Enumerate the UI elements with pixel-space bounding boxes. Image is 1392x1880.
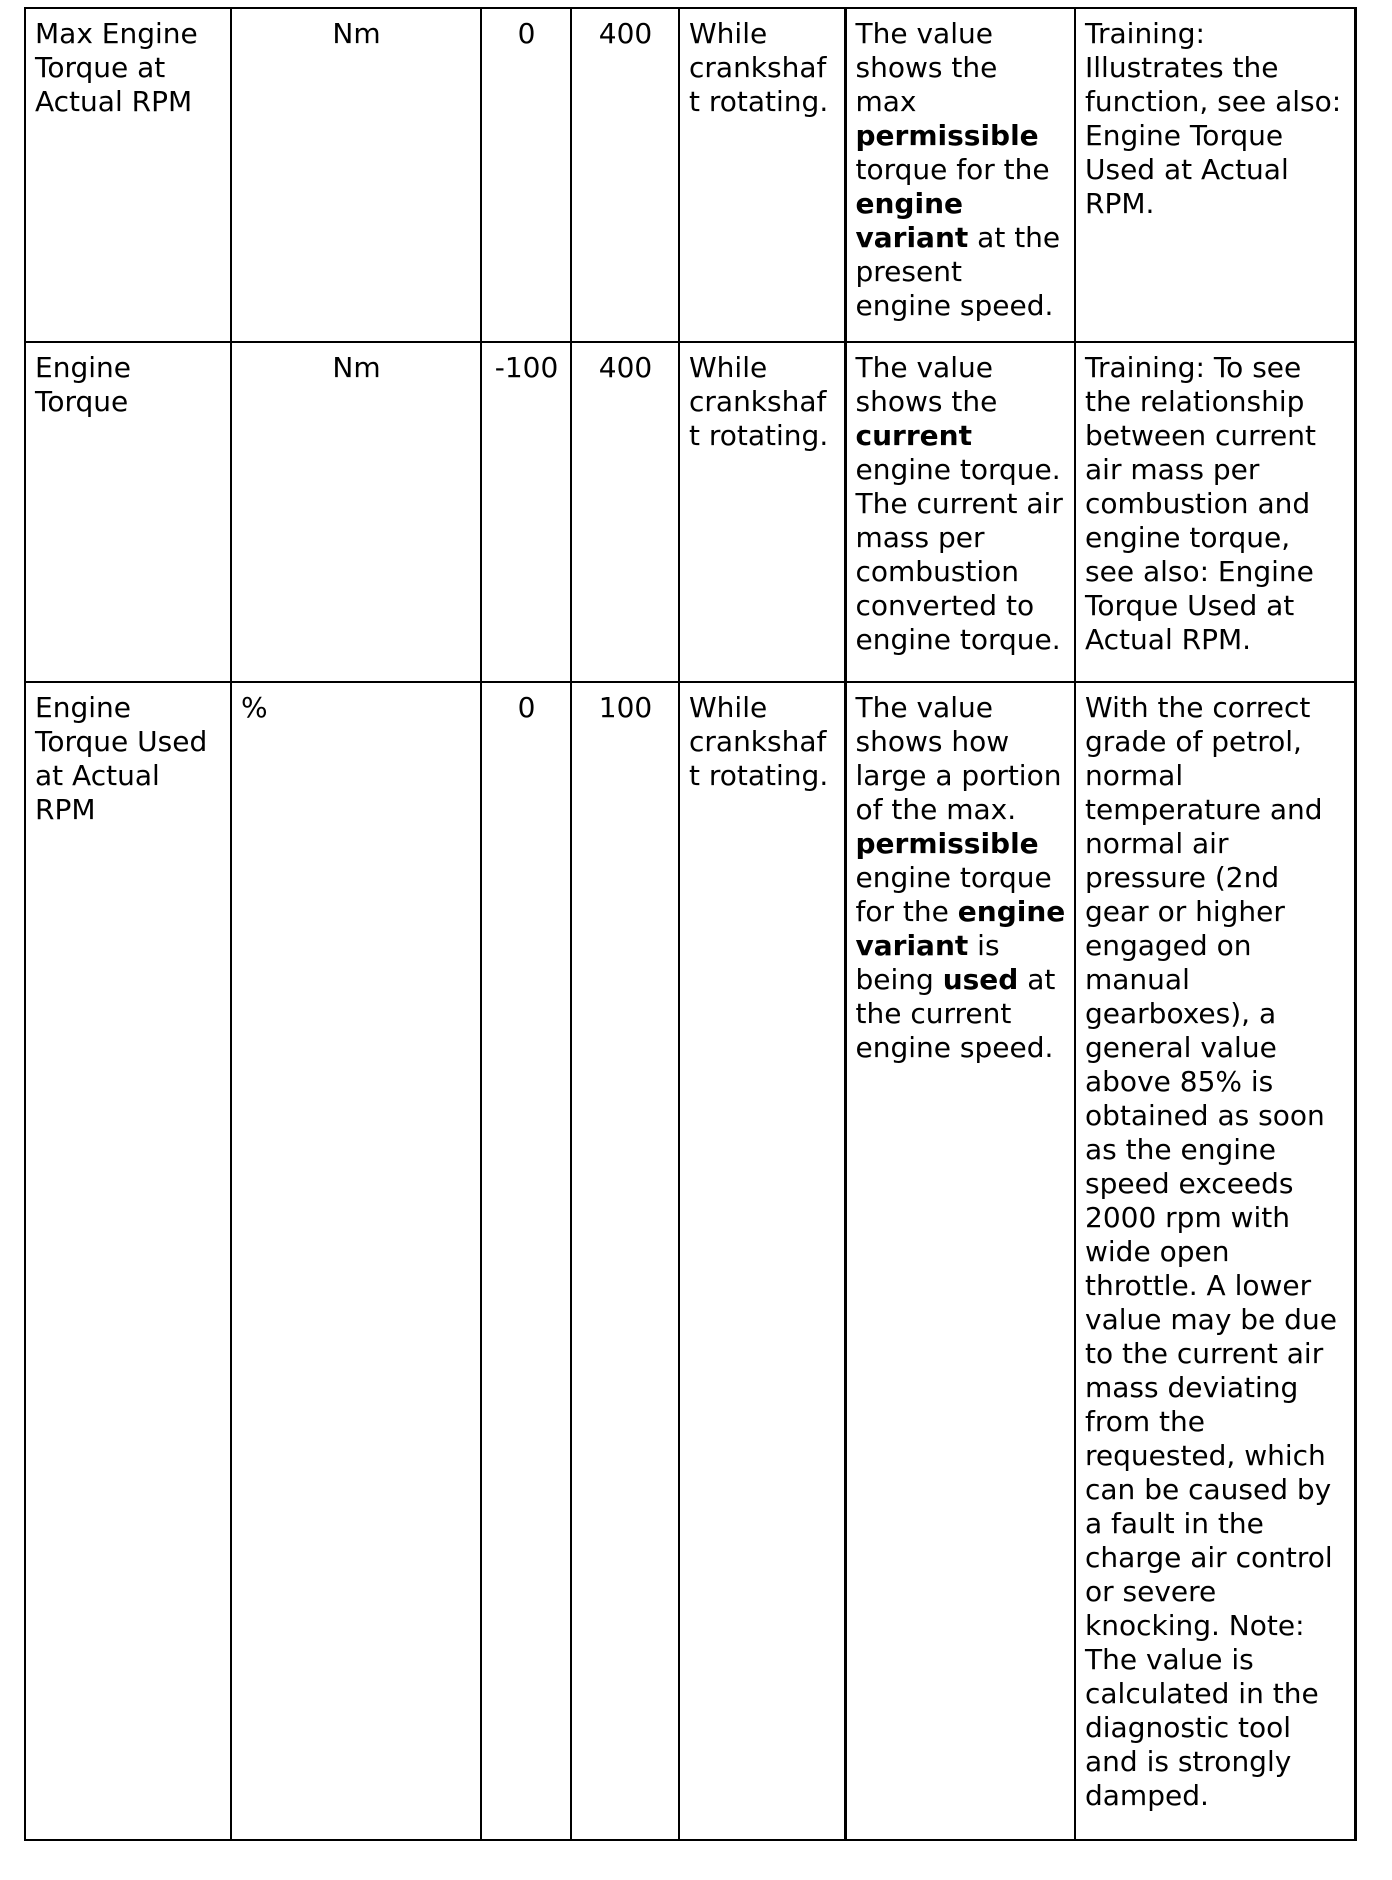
description-emphasis: permissible [855,119,1039,152]
description-text: The value shows the [855,351,998,418]
parameter-max: 100 [571,682,679,1840]
parameter-condition: While crankshaft rotating. [679,8,845,342]
parameter-min: 0 [481,682,571,1840]
table-row [25,682,1355,1840]
parameter-name: Engine Torque Used at Actual RPM [25,682,231,1840]
parameter-unit: % [231,682,481,1840]
parameter-comment: With the correct grade of petrol, normal temperature and normal air pressure (2nd gear or higher engaged on manual gearboxes), a general value above 85% is obtained as soon as the engine speed exceeds 2000 rpm with wide open throttle. A lower value may be due to the current air mass deviating from the requested, which can be caused by a fault in the charge air control or severe knocking. Note: The value is calculated in the diagnostic tool and is strongly damped. [1075,682,1355,1840]
description-text: at the present engine speed. [855,221,1061,322]
description-text: at the current engine speed. [855,963,1056,1064]
description-text: The value shows the max [855,17,998,118]
description-text: is being [855,929,1000,996]
description-text: engine torque for the [855,861,1052,928]
parameter-max: 400 [571,8,679,342]
table-row [25,342,1355,682]
parameter-description [845,342,1075,682]
parameter-table [24,7,1357,1841]
parameter-description [845,682,1075,1840]
parameter-unit: Nm [231,342,481,682]
parameter-name: Engine Torque [25,342,231,682]
parameter-max: 400 [571,342,679,682]
parameter-comment: Training: Illustrates the function, see also: Engine Torque Used at Actual RPM. [1075,8,1355,342]
parameter-comment: Training: To see the relationship between current air mass per combustion and engine torque, see also: Engine Torque Used at Actual RPM. [1075,342,1355,682]
description-text: engine torque. The current air mass per combustion converted to engine torque. [855,453,1063,656]
parameter-min: -100 [481,342,571,682]
parameter-unit: Nm [231,8,481,342]
description-emphasis: current [855,419,972,452]
parameter-description [845,8,1075,342]
description-emphasis: permissible [855,827,1039,860]
table-row [25,8,1355,342]
description-text: The value shows how large a portion of the max. [855,691,1062,826]
parameter-condition: While crankshaft rotating. [679,342,845,682]
parameter-name: Max Engine Torque at Actual RPM [25,8,231,342]
parameter-condition: While crankshaft rotating. [679,682,845,1840]
description-emphasis: engine variant [855,895,1066,962]
parameter-min: 0 [481,8,571,342]
description-text: torque for the [855,153,1050,186]
description-emphasis: engine variant [855,187,969,254]
description-emphasis: used [942,963,1019,996]
